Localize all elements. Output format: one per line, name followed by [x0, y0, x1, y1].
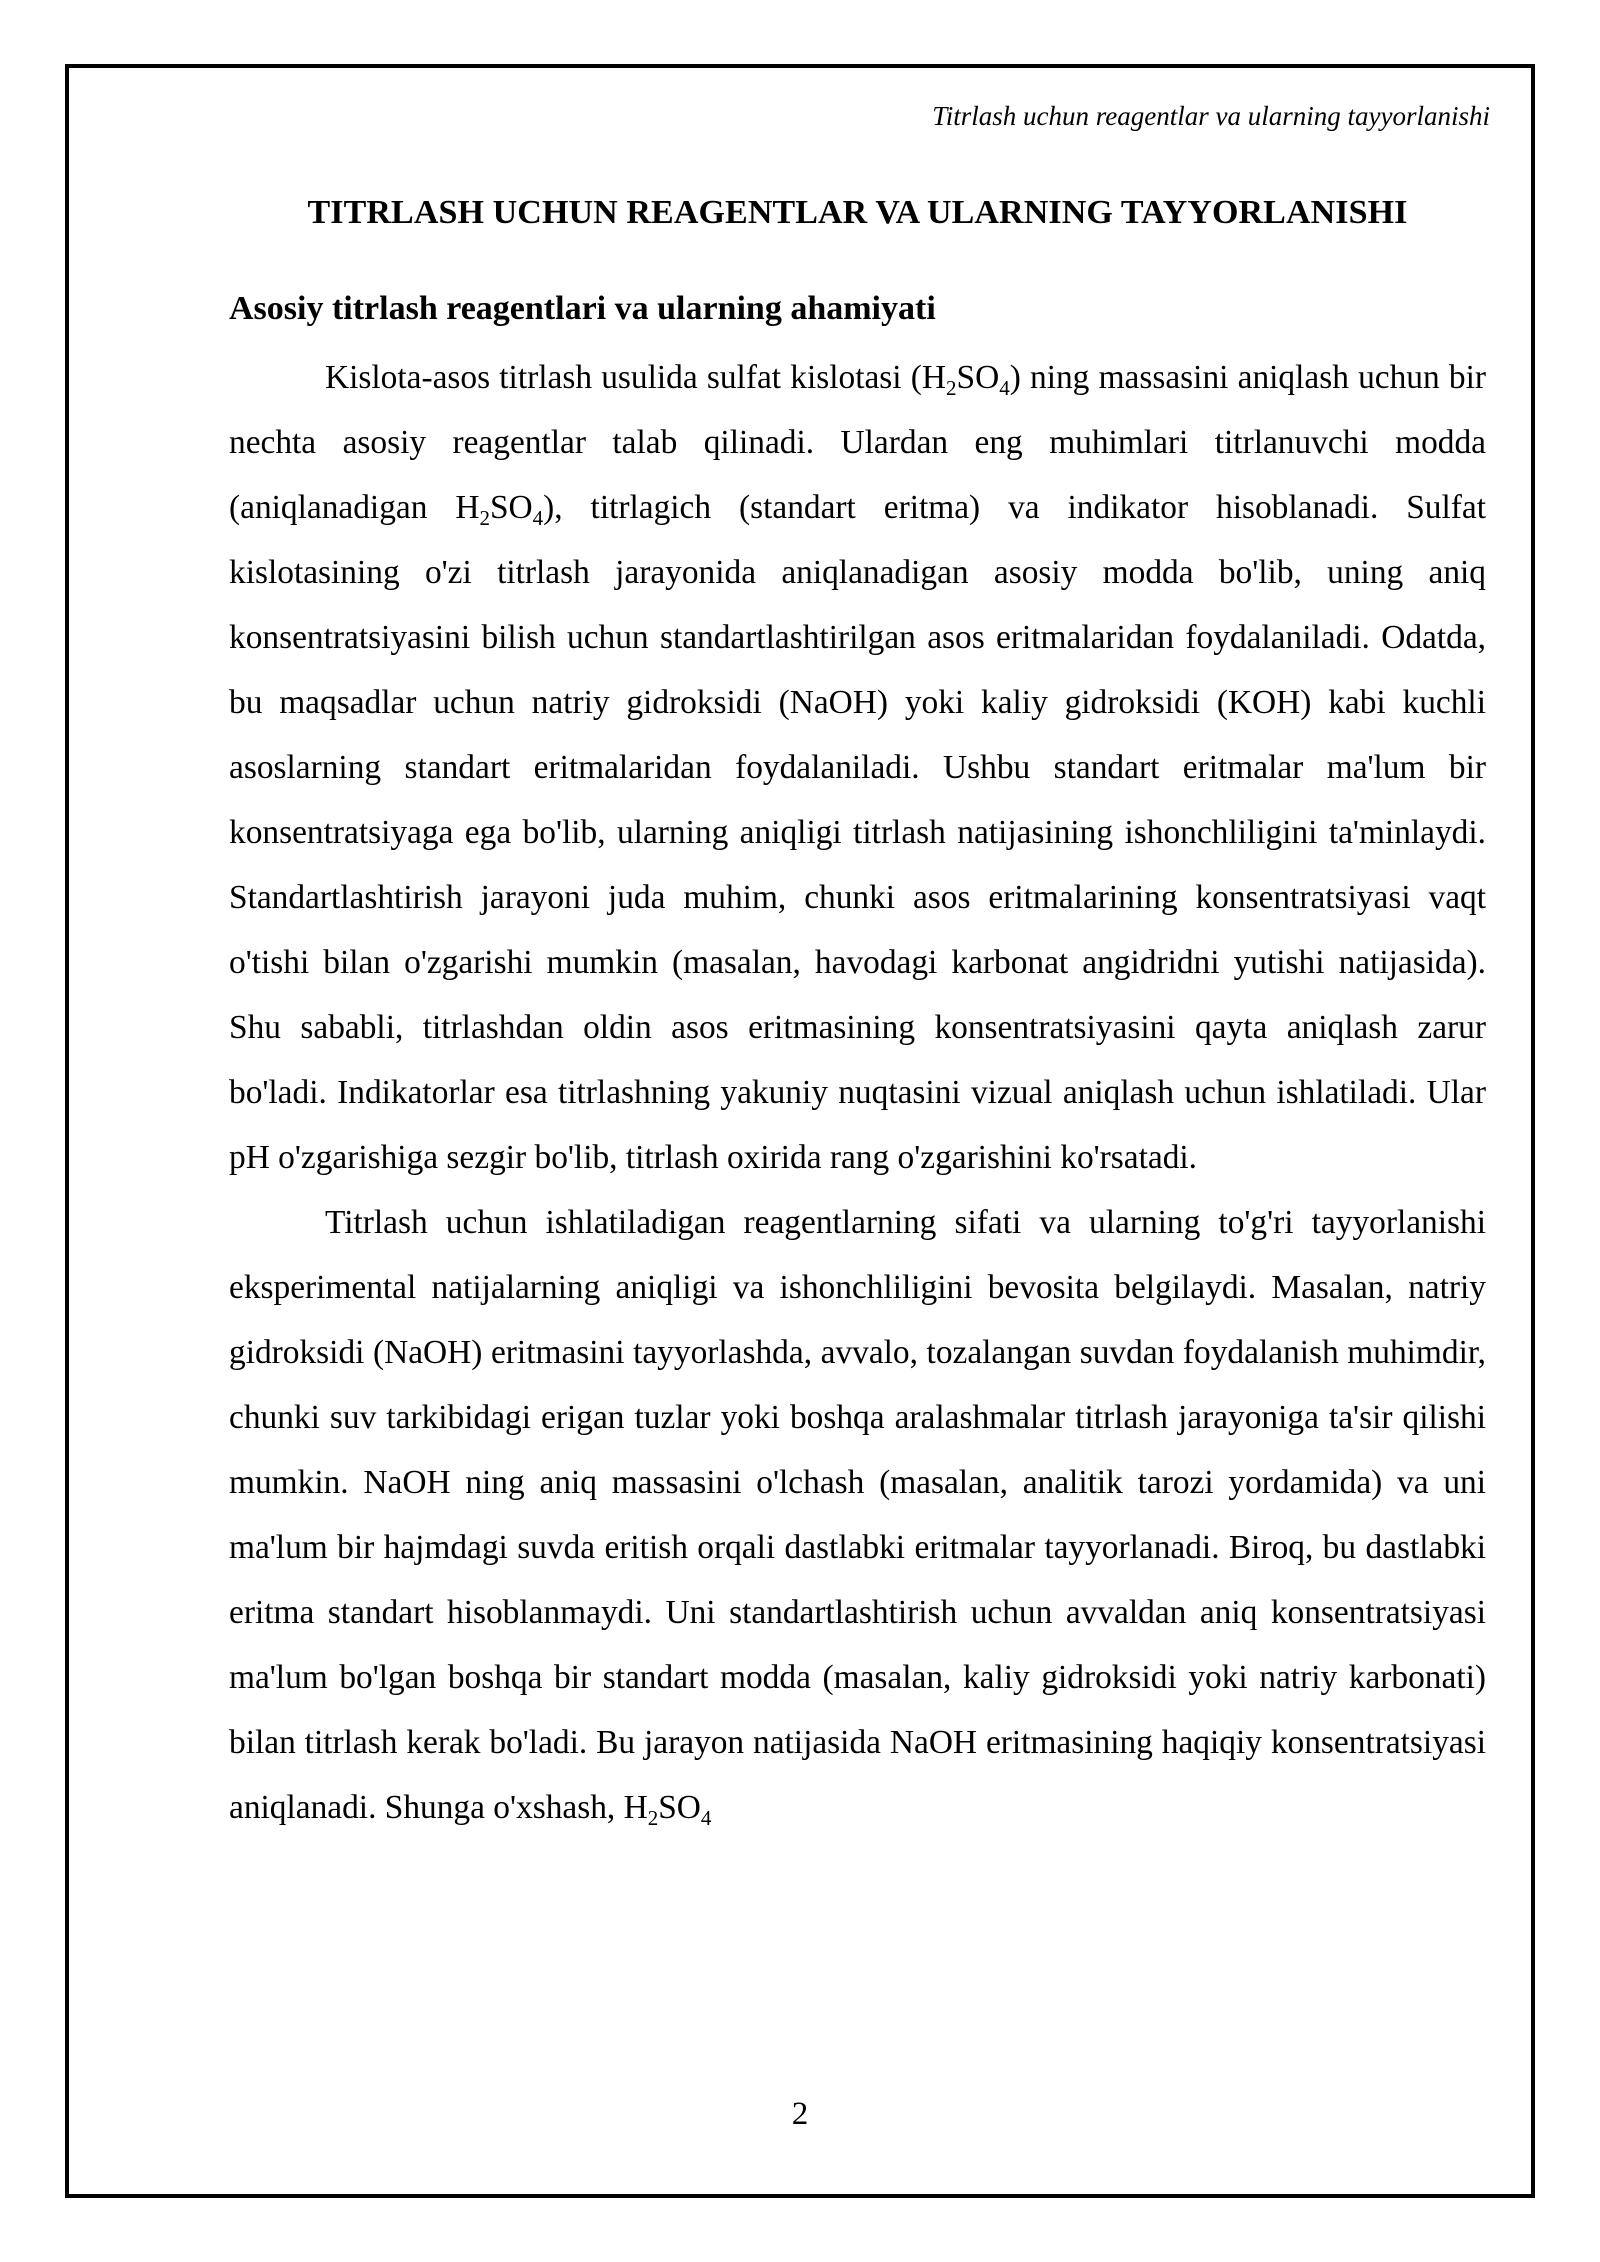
paragraph-1-text: ) ning massasini aniqlash uchun bir nechta asosiy reagentlar talab qilinadi. Ulardan eng muhimlari titrlanuvchi modda (aniqlanadigan H	[229, 359, 1486, 526]
running-header: Titrlash uchun reagentlar va ularning tayyorlanishi	[932, 101, 1490, 131]
section-heading: Asosiy titrlash reagentlari va ularning ahamiyati	[229, 290, 936, 327]
subscript: 2	[647, 1806, 659, 1830]
subscript: 4	[700, 1806, 712, 1830]
document-title: TITRLASH UCHUN REAGENTLAR VA ULARNING TAYYORLANISHI	[307, 194, 1408, 231]
paragraph-2-text: Titrlash uchun ishlatiladigan reagentlarning sifati va ularning to'g'ri tayyorlanishi eksperimental natijalarning aniqligi va ishonchliligini bevosita belgilaydi. Masalan, natriy gidroksidi (NaOH) eritmasini tayyorlashda, avvalo, tozalangan suvdan foydalanish muhimdir, chunki suv tarkibidagi erigan tuzlar yoki boshqa aralashmalar titrlash jarayoniga ta'sir qilishi mumkin. NaOH ning aniq massasini o'lchash (masalan, analitik tarozi yordamida) va uni ma'lum bir hajmdagi suvda eritish orqali dastlabki eritmalar tayyorlanadi. Biroq, bu dastlabki eritma standart hisoblanmaydi. Uni standartlashtirish uchun avvaldan aniq konsentratsiyasi ma'lum bo'lgan boshqa bir standart modda (masalan, kaliy gidroksidi yoki natriy karbonati) bilan titrlash kerak bo'ladi. Bu jarayon natijasida NaOH eritmasining haqiqiy konsentratsiyasi aniqlanadi. Shunga o'xshash, H	[229, 1204, 1486, 1826]
subscript: 2	[946, 376, 957, 400]
paragraph-1-text: ), titrlagich (standart eritma) va indikator hisoblanadi. Sulfat kislotasining o'zi titrlash jarayonida aniqlanadigan asosiy modda bo'lib, uning aniq konsentratsiyasini bilish uchun standartlashtirilgan asos eritmalaridan foydalaniladi. Odatda, bu maqsadlar uchun natriy gidroksidi (NaOH) yoki kaliy gidroksidi (KOH) kabi kuchli asoslarning standart eritmalaridan foydalaniladi. Ushbu standart eritmalar ma'lum bir konsentratsiyaga ega bo'lib, ularning aniqligi titrlash natijasining ishonchliligini ta'minlaydi. Standartlashtirish jarayoni juda muhim, chunki asos eritmalarining konsentratsiyasi vaqt o'tishi bilan o'zgarishi mumkin (masalan, havodagi karbonat angidridni yutishi natijasida). Shu sababli, titrlashdan oldin asos eritmasining konsentratsiyasini qayta aniqlash zarur bo'ladi. Indikatorlar esa titrlashning yakuniy nuqtasini vizual aniqlash uchun ishlatiladi. Ular pH o'zgarishiga sezgir bo'lib, titrlash oxirida rang o'zgarishini ko'rsatadi.	[229, 489, 1486, 1176]
page-number: 2	[791, 2096, 809, 2132]
document-body	[229, 187, 1486, 1840]
subscript: 2	[479, 506, 490, 530]
paragraph-1-text: Kislota-asos titrlash usulida sulfat kislotasi (H	[325, 359, 946, 396]
paragraph-1	[229, 345, 1486, 1190]
paragraph-1-text: SO	[956, 359, 1000, 396]
subscript: 4	[999, 376, 1010, 400]
subscript: 4	[532, 506, 544, 530]
paragraph-1-text: SO	[489, 489, 533, 526]
paragraph-2	[229, 1190, 1486, 1840]
paragraph-2-text: SO	[658, 1789, 701, 1826]
